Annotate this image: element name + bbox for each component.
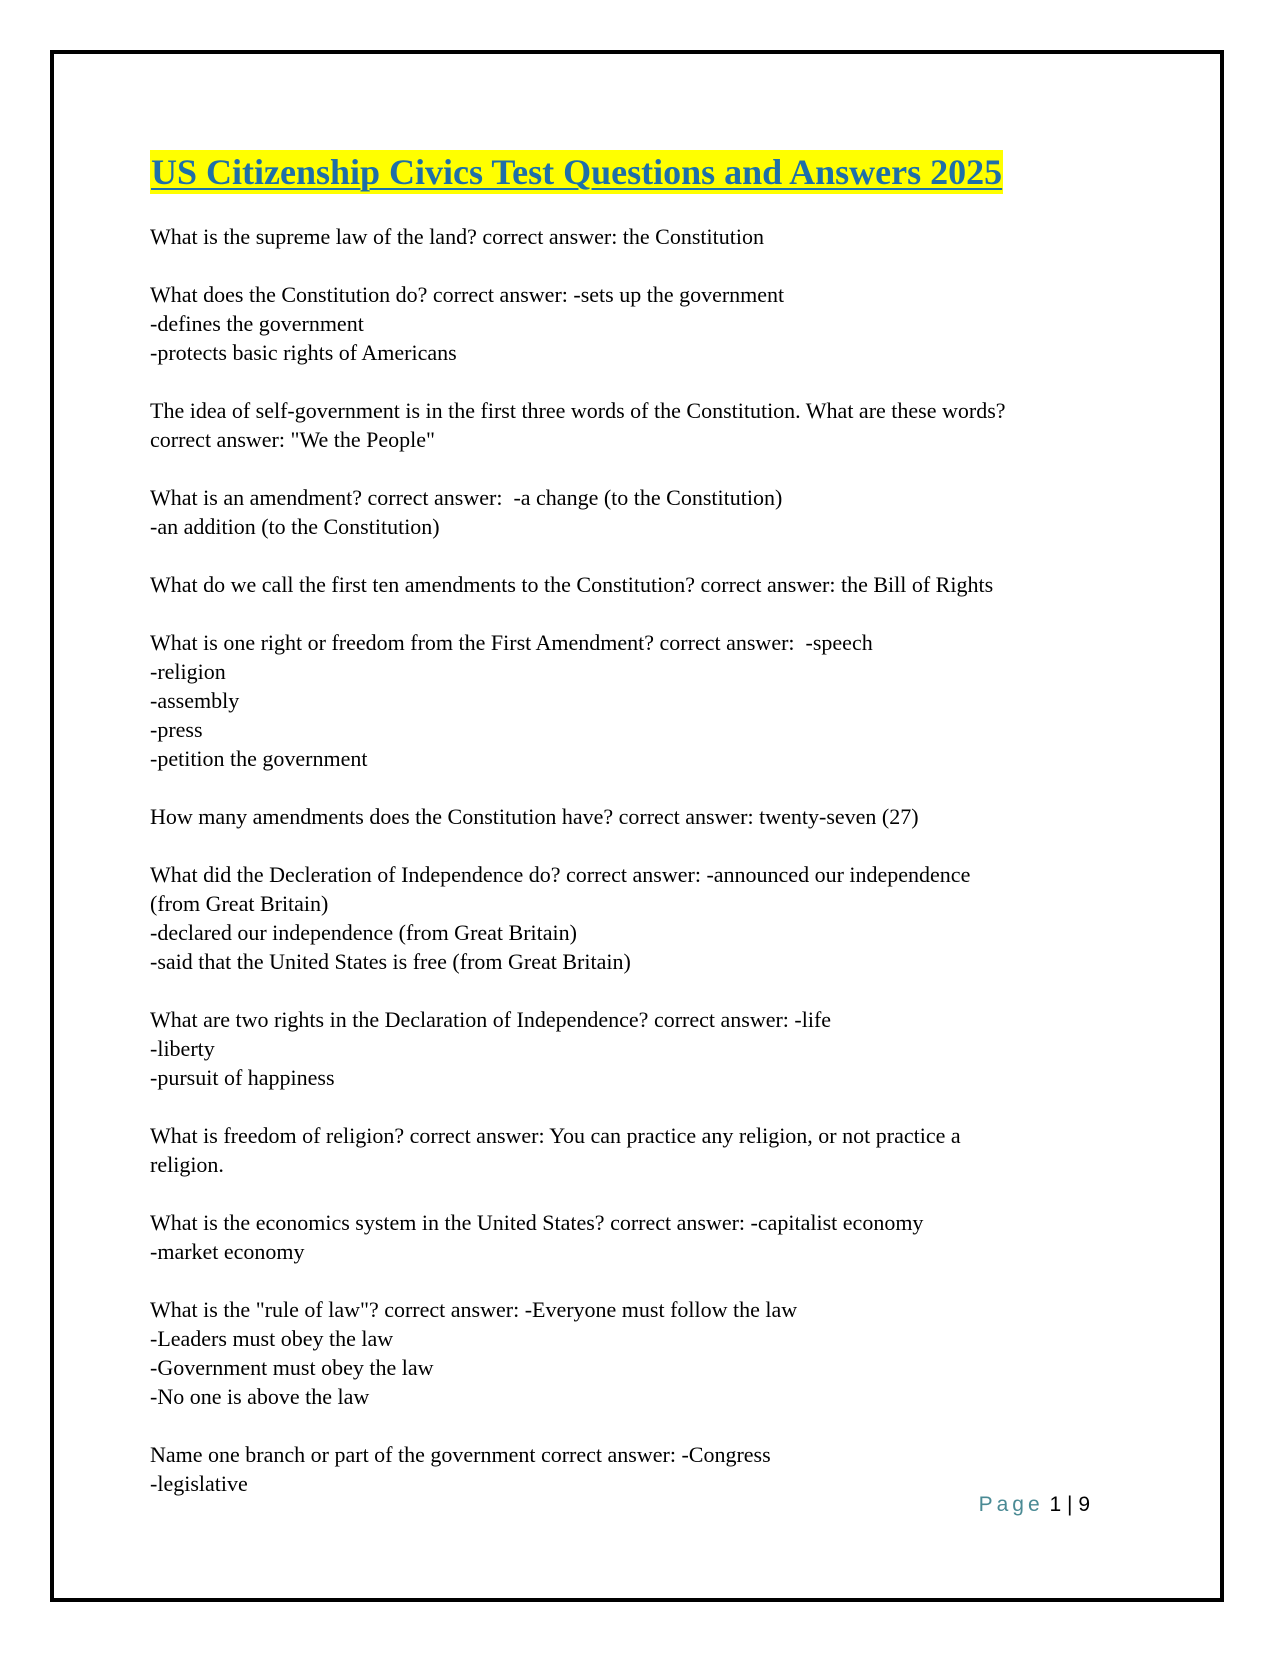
qa-line: -protects basic rights of Americans — [150, 340, 457, 365]
qa-list — [150, 222, 1140, 1498]
qa-line: -assembly — [150, 688, 240, 713]
page-number: 1 — [1049, 1493, 1062, 1516]
qa-line: (from Great Britain) — [150, 891, 329, 916]
qa-item — [150, 628, 1140, 773]
qa-line: -petition the government — [150, 746, 368, 771]
qa-line: -legislative — [150, 1471, 248, 1496]
qa-item — [150, 802, 1140, 831]
document-title: US Citizenship Civics Test Questions and Answers 2025 — [151, 152, 1003, 192]
qa-line: What does the Constitution do? correct answer: -sets up the government — [150, 282, 785, 307]
qa-item — [150, 280, 1140, 367]
qa-item — [150, 222, 1140, 251]
page-footer — [979, 1492, 1090, 1518]
qa-item — [150, 483, 1140, 541]
qa-line: What is one right or freedom from the First Amendment? correct answer: -speech — [150, 630, 873, 655]
document-title-heading — [150, 150, 1003, 194]
qa-line: -an addition (to the Constitution) — [150, 514, 440, 539]
total-pages: 9 — [1078, 1493, 1090, 1516]
qa-line: What is freedom of religion? correct answer: You can practice any religion, or not practice a — [150, 1123, 961, 1148]
qa-item — [150, 1208, 1140, 1266]
qa-line: -press — [150, 717, 203, 742]
qa-line: What do we call the first ten amendments to the Constitution? correct answer: the Bill of Rights — [150, 572, 994, 597]
qa-line: -declared our independence (from Great Britain) — [150, 920, 577, 945]
qa-item — [150, 396, 1140, 454]
qa-line: What are two rights in the Declaration of Independence? correct answer: -life — [150, 1007, 832, 1032]
qa-item — [150, 1295, 1140, 1411]
qa-line: What did the Decleration of Independence do? correct answer: -announced our independence — [150, 862, 971, 887]
qa-line: -pursuit of happiness — [150, 1065, 335, 1090]
qa-line: What is an amendment? correct answer: -a change (to the Constitution) — [150, 485, 783, 510]
qa-item — [150, 1005, 1140, 1092]
qa-line: What is the "rule of law"? correct answer: -Everyone must follow the law — [150, 1297, 798, 1322]
qa-line: -No one is above the law — [150, 1384, 370, 1409]
qa-line: Name one branch or part of the government correct answer: -Congress — [150, 1442, 771, 1467]
qa-line: religion. — [150, 1152, 224, 1177]
qa-line: How many amendments does the Constitution have? correct answer: twenty-seven (27) — [150, 804, 919, 829]
qa-line: -market economy — [150, 1239, 305, 1264]
qa-item — [150, 860, 1140, 976]
qa-line: -religion — [150, 659, 226, 684]
qa-line: correct answer: "We the People" — [150, 427, 435, 452]
qa-item — [150, 1121, 1140, 1179]
qa-line: What is the supreme law of the land? correct answer: the Constitution — [150, 224, 764, 249]
qa-item — [150, 1440, 1140, 1498]
page-separator: | — [1067, 1493, 1073, 1516]
qa-line: -Leaders must obey the law — [150, 1326, 394, 1351]
qa-line: -liberty — [150, 1036, 215, 1061]
qa-line: What is the economics system in the United States? correct answer: -capitalist economy — [150, 1210, 924, 1235]
qa-line: -Government must obey the law — [150, 1355, 434, 1380]
qa-line: -defines the government — [150, 311, 364, 336]
qa-item — [150, 570, 1140, 599]
qa-line: -said that the United States is free (from Great Britain) — [150, 949, 631, 974]
page-label: Page — [978, 1493, 1044, 1516]
qa-line: The idea of self-government is in the first three words of the Constitution. What are these words? — [150, 398, 1006, 423]
